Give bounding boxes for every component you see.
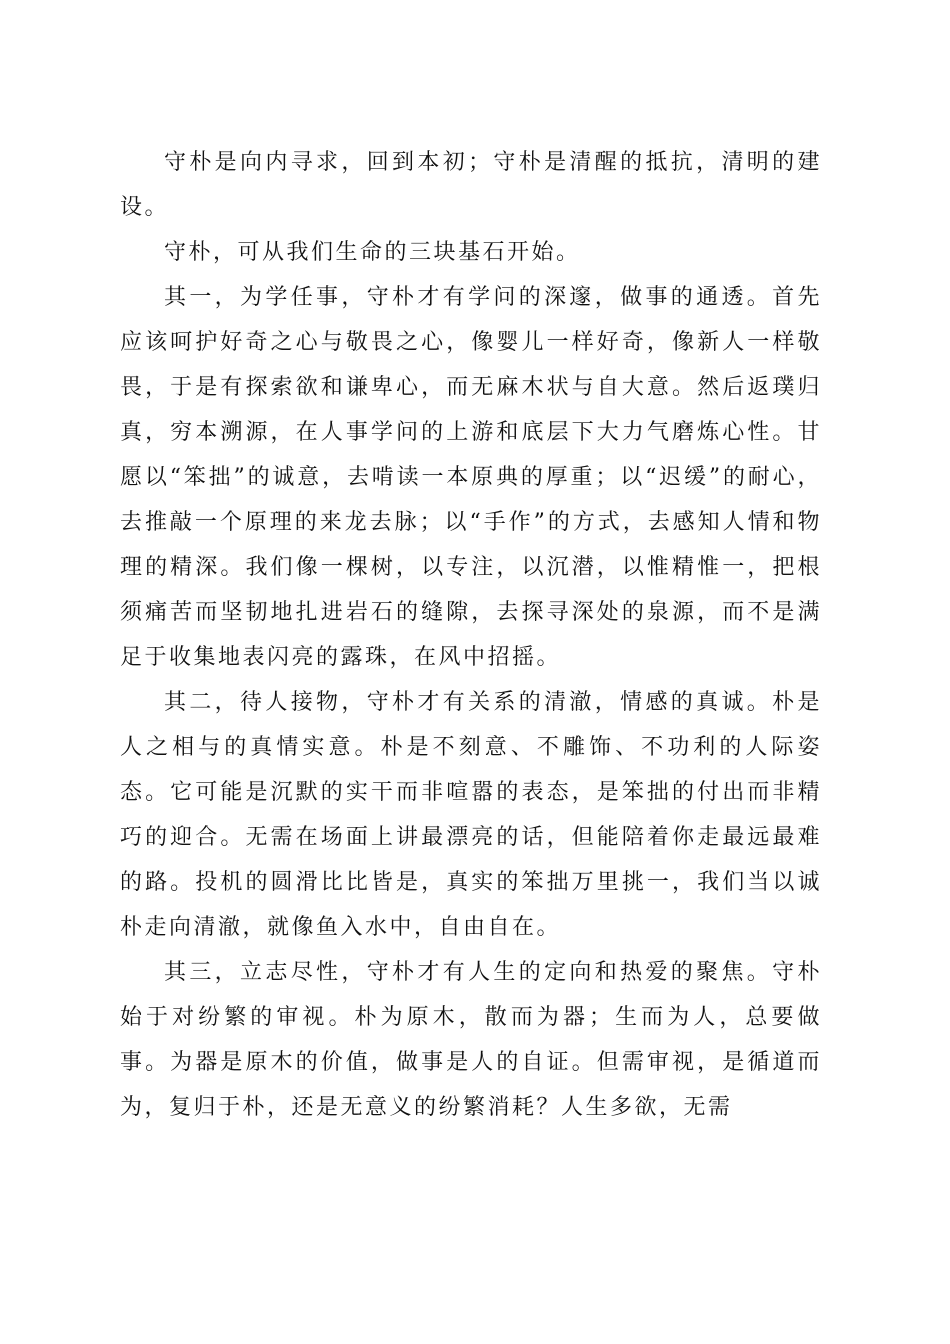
document-page xyxy=(120,140,822,1130)
paragraph-intro: 守朴是向内寻求，回到本初；守朴是清醒的抵抗，清明的建设。 xyxy=(120,150,822,220)
paragraph-three-cornerstones: 守朴，可从我们生命的三块基石开始。 xyxy=(164,240,581,265)
paragraph-third-aspiration: 其三，立志尽性，守朴才有人生的定向和热爱的聚焦。守朴始于对纷繁的审视。朴为原木，散而为器；生而为人，总要做事。为器是原木的价值，做事是人的自证。但需审视，是循道而为，复归于朴，还是无意义的纷繁消耗？人生多欲，无需 xyxy=(120,960,822,1120)
paragraph-first-learning: 其一，为学任事，守朴才有学问的深邃，做事的通透。首先应该呵护好奇之心与敬畏之心，像婴儿一样好奇，像新人一样敬畏，于是有探索欲和谦卑心，而无麻木状与自大意。然后返璞归真，穷本溯源，在人事学问的上游和底层下大力气磨炼心性。甘愿以“笨拙”的诚意，去啃读一本原典的厚重；以“迟缓”的耐心，去推敲一个原理的来龙去脉；以“手作”的方式，去感知人情和物理的精深。我们像一棵树，以专注，以沉潜，以惟精惟一，把根须痛苦而坚韧地扎进岩石的缝隙，去探寻深处的泉源，而不是满足于收集地表闪亮的露珠，在风中招摇。 xyxy=(120,285,822,670)
paragraph-second-relations: 其二，待人接物，守朴才有关系的清澈，情感的真诚。朴是人之相与的真情实意。朴是不刻意、不雕饰、不功利的人际姿态。它可能是沉默的实干而非喧嚣的表态，是笨拙的付出而非精巧的迎合。无需在场面上讲最漂亮的话，但能陪着你走最远最难的路。投机的圆滑比比皆是，真实的笨拙万里挑一，我们当以诚朴走向清澈，就像鱼入水中，自由自在。 xyxy=(120,690,822,940)
